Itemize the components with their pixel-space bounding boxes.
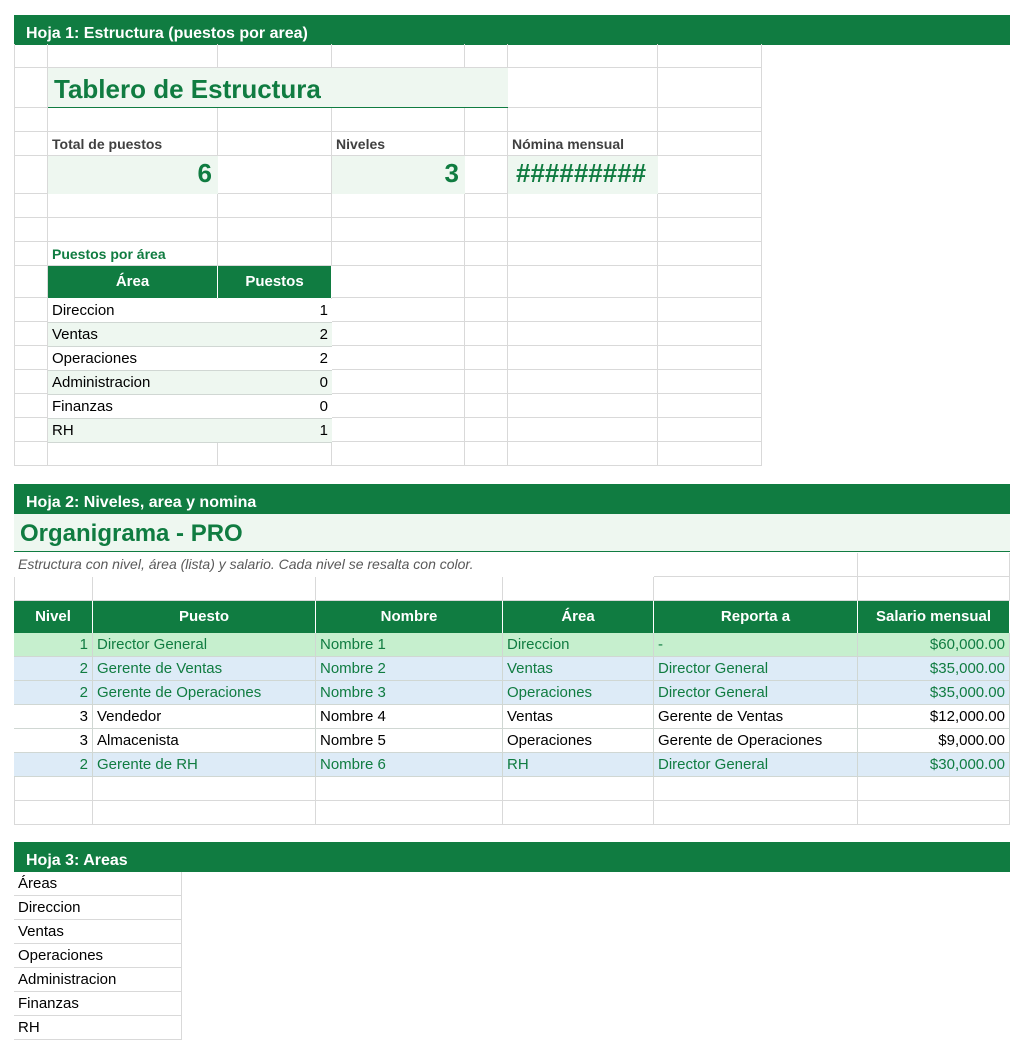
grid-cell[interactable] xyxy=(654,577,858,601)
grid-cell[interactable] xyxy=(14,418,48,442)
grid-cell[interactable] xyxy=(93,801,316,825)
grid-cell[interactable] xyxy=(14,801,93,825)
org-area-cell[interactable]: Ventas xyxy=(503,705,654,729)
grid-cell[interactable] xyxy=(332,442,465,466)
areas-list-item[interactable]: Direccion xyxy=(14,896,182,920)
org-salario-cell[interactable]: $35,000.00 xyxy=(858,681,1010,705)
area-count-cell[interactable]: 0 xyxy=(218,395,332,419)
grid-cell[interactable] xyxy=(658,394,762,418)
area-name-cell[interactable]: Direccion xyxy=(48,299,218,323)
grid-cell[interactable] xyxy=(14,194,48,218)
org-puesto-cell[interactable]: Vendedor xyxy=(93,705,316,729)
grid-cell[interactable] xyxy=(858,801,1010,825)
org-nivel-cell[interactable]: 1 xyxy=(14,633,93,657)
grid-cell[interactable] xyxy=(465,218,508,242)
org-nivel-cell[interactable]: 3 xyxy=(14,705,93,729)
org-puesto-cell[interactable]: Gerente de RH xyxy=(93,753,316,777)
grid-cell[interactable] xyxy=(658,370,762,394)
grid-cell[interactable] xyxy=(858,777,1010,801)
org-puesto-cell[interactable]: Gerente de Operaciones xyxy=(93,681,316,705)
grid-cell[interactable] xyxy=(218,194,332,218)
grid-cell[interactable] xyxy=(332,218,465,242)
grid-cell[interactable] xyxy=(508,68,658,108)
grid-cell[interactable] xyxy=(48,108,218,132)
grid-cell[interactable] xyxy=(14,298,48,322)
org-area-cell[interactable]: Operaciones xyxy=(503,681,654,705)
org-area-cell[interactable]: Direccion xyxy=(503,633,654,657)
grid-cell[interactable] xyxy=(218,156,332,194)
grid-cell[interactable] xyxy=(14,108,48,132)
grid-cell[interactable] xyxy=(332,394,465,418)
grid-cell[interactable] xyxy=(465,298,508,322)
count-col-header[interactable]: Puestos xyxy=(218,266,332,298)
grid-cell[interactable] xyxy=(218,108,332,132)
grid-cell[interactable] xyxy=(14,156,48,194)
org-nombre-cell[interactable]: Nombre 2 xyxy=(316,657,503,681)
grid-cell[interactable] xyxy=(316,801,503,825)
org-area-cell[interactable]: Operaciones xyxy=(503,729,654,753)
area-name-cell[interactable]: Operaciones xyxy=(48,347,218,371)
org-nivel-cell[interactable]: 2 xyxy=(14,753,93,777)
area-col-header[interactable]: Área xyxy=(48,266,218,298)
grid-cell[interactable] xyxy=(508,194,658,218)
grid-cell[interactable] xyxy=(465,132,508,156)
grid-cell[interactable] xyxy=(658,322,762,346)
grid-cell[interactable] xyxy=(654,777,858,801)
org-nombre-cell[interactable]: Nombre 3 xyxy=(316,681,503,705)
grid-cell[interactable] xyxy=(465,418,508,442)
grid-cell[interactable] xyxy=(14,346,48,370)
grid-cell[interactable] xyxy=(465,442,508,466)
grid-cell[interactable] xyxy=(858,577,1010,601)
col-header-puesto[interactable]: Puesto xyxy=(93,601,316,633)
area-count-cell[interactable]: 1 xyxy=(218,419,332,443)
grid-cell[interactable] xyxy=(14,577,93,601)
grid-cell[interactable] xyxy=(14,394,48,418)
org-nombre-cell[interactable]: Nombre 5 xyxy=(316,729,503,753)
sheet3-banner: Hoja 3: Areas xyxy=(14,842,1010,872)
grid-cell[interactable] xyxy=(508,322,658,346)
area-name-cell[interactable]: Finanzas xyxy=(48,395,218,419)
payroll-value[interactable]: ######### xyxy=(508,156,658,194)
col-header-nombre[interactable]: Nombre xyxy=(316,601,503,633)
grid-cell[interactable] xyxy=(332,108,465,132)
grid-cell[interactable] xyxy=(465,108,508,132)
grid-cell[interactable] xyxy=(658,108,762,132)
grid-cell[interactable] xyxy=(14,68,48,108)
grid-cell[interactable] xyxy=(508,298,658,322)
grid-cell[interactable] xyxy=(14,442,48,466)
grid-cell[interactable] xyxy=(316,777,503,801)
grid-cell[interactable] xyxy=(658,68,762,108)
sheet2-banner: Hoja 2: Niveles, area y nomina xyxy=(14,484,1010,514)
org-subtitle: Estructura con nivel, área (lista) y salario. Cada nivel se resalta con color. xyxy=(18,556,474,572)
org-reporta-cell[interactable]: Gerente de Operaciones xyxy=(654,729,858,753)
org-reporta-cell[interactable]: - xyxy=(654,633,858,657)
org-puesto-cell[interactable]: Gerente de Ventas xyxy=(93,657,316,681)
org-salario-cell[interactable]: $9,000.00 xyxy=(858,729,1010,753)
levels-value[interactable]: 3 xyxy=(332,156,465,194)
grid-cell[interactable] xyxy=(658,218,762,242)
grid-cell[interactable] xyxy=(508,346,658,370)
grid-cell[interactable] xyxy=(332,322,465,346)
grid-cell[interactable] xyxy=(332,242,465,266)
grid-cell[interactable] xyxy=(508,108,658,132)
grid-cell[interactable] xyxy=(332,44,465,68)
sheet1-banner: Hoja 1: Estructura (puestos por area) xyxy=(14,15,1010,45)
org-reporta-cell[interactable]: Director General xyxy=(654,753,858,777)
org-nombre-cell[interactable]: Nombre 6 xyxy=(316,753,503,777)
grid-cell[interactable] xyxy=(658,156,762,194)
org-salario-cell[interactable]: $60,000.00 xyxy=(858,633,1010,657)
col-header-nivel[interactable]: Nivel xyxy=(14,601,93,633)
grid-cell[interactable] xyxy=(658,194,762,218)
org-area-cell[interactable]: RH xyxy=(503,753,654,777)
grid-cell[interactable] xyxy=(218,132,332,156)
grid-cell[interactable] xyxy=(508,218,658,242)
area-count-cell[interactable]: 0 xyxy=(218,371,332,395)
grid-cell[interactable] xyxy=(658,44,762,68)
org-nombre-cell[interactable]: Nombre 1 xyxy=(316,633,503,657)
grid-cell[interactable] xyxy=(14,132,48,156)
areas-list-item[interactable]: RH xyxy=(14,1016,182,1040)
grid-cell[interactable] xyxy=(48,442,218,466)
org-area-cell[interactable]: Ventas xyxy=(503,657,654,681)
org-puesto-cell[interactable]: Director General xyxy=(93,633,316,657)
col-header-reporta[interactable]: Reporta a xyxy=(654,601,858,633)
grid-cell[interactable] xyxy=(658,442,762,466)
grid-cell[interactable] xyxy=(14,266,48,298)
org-salario-cell[interactable]: $30,000.00 xyxy=(858,753,1010,777)
grid-cell[interactable] xyxy=(658,346,762,370)
org-nivel-cell[interactable]: 2 xyxy=(14,657,93,681)
grid-cell[interactable] xyxy=(508,266,658,298)
grid-cell[interactable] xyxy=(14,777,93,801)
grid-cell[interactable] xyxy=(332,346,465,370)
areas-list-item[interactable]: Administracion xyxy=(14,968,182,992)
grid-cell[interactable] xyxy=(316,577,503,601)
areas-list-item[interactable]: Operaciones xyxy=(14,944,182,968)
grid-cell[interactable] xyxy=(14,44,48,68)
dashboard-title: Tablero de Estructura xyxy=(48,68,508,108)
grid-cell[interactable] xyxy=(218,44,332,68)
grid-cell[interactable] xyxy=(654,553,858,577)
grid-cell[interactable] xyxy=(658,418,762,442)
area-count-cell[interactable]: 2 xyxy=(218,323,332,347)
grid-cell[interactable] xyxy=(503,777,654,801)
grid-cell[interactable] xyxy=(465,156,508,194)
grid-cell[interactable] xyxy=(465,242,508,266)
org-title: Organigrama - PRO xyxy=(14,514,1010,552)
total-positions-label: Total de puestos xyxy=(52,136,163,152)
grid-cell[interactable] xyxy=(14,370,48,394)
grid-cell[interactable] xyxy=(93,777,316,801)
area-count-cell[interactable]: 1 xyxy=(218,299,332,323)
org-reporta-cell[interactable]: Director General xyxy=(654,681,858,705)
grid-cell[interactable] xyxy=(508,242,658,266)
areas-list-header[interactable]: Áreas xyxy=(14,872,182,896)
org-nombre-cell[interactable]: Nombre 4 xyxy=(316,705,503,729)
grid-cell[interactable] xyxy=(14,218,48,242)
grid-cell[interactable] xyxy=(858,553,1010,577)
grid-cell[interactable] xyxy=(465,194,508,218)
grid-cell[interactable] xyxy=(508,44,658,68)
area-count-cell[interactable]: 2 xyxy=(218,347,332,371)
grid-cell[interactable] xyxy=(48,218,218,242)
col-header-area[interactable]: Área xyxy=(503,601,654,633)
area-name-cell[interactable]: RH xyxy=(48,419,218,443)
org-nivel-cell[interactable]: 2 xyxy=(14,681,93,705)
grid-cell[interactable] xyxy=(658,266,762,298)
payroll-label: Nómina mensual xyxy=(512,136,625,152)
grid-cell[interactable] xyxy=(14,322,48,346)
grid-cell[interactable] xyxy=(658,242,762,266)
grid-cell[interactable] xyxy=(93,577,316,601)
grid-cell[interactable] xyxy=(332,266,465,298)
total-positions-value[interactable]: 6 xyxy=(48,156,218,194)
grid-cell[interactable] xyxy=(465,394,508,418)
grid-cell[interactable] xyxy=(508,418,658,442)
grid-cell[interactable] xyxy=(508,442,658,466)
grid-cell[interactable] xyxy=(332,194,465,218)
grid-cell[interactable] xyxy=(503,577,654,601)
areas-list-item[interactable]: Finanzas xyxy=(14,992,182,1016)
grid-cell[interactable] xyxy=(465,322,508,346)
grid-cell[interactable] xyxy=(465,44,508,68)
grid-cell[interactable] xyxy=(658,298,762,322)
org-reporta-cell[interactable]: Gerente de Ventas xyxy=(654,705,858,729)
grid-cell[interactable] xyxy=(465,370,508,394)
grid-cell[interactable] xyxy=(658,132,762,156)
grid-cell[interactable] xyxy=(218,442,332,466)
grid-cell[interactable] xyxy=(14,242,48,266)
grid-cell[interactable] xyxy=(465,266,508,298)
areas-list-item[interactable]: Ventas xyxy=(14,920,182,944)
grid-cell[interactable] xyxy=(218,218,332,242)
area-name-cell[interactable]: Ventas xyxy=(48,323,218,347)
grid-cell[interactable] xyxy=(465,346,508,370)
org-nivel-cell[interactable]: 3 xyxy=(14,729,93,753)
area-name-cell[interactable]: Administracion xyxy=(48,371,218,395)
grid-cell[interactable] xyxy=(508,394,658,418)
grid-cell[interactable] xyxy=(654,801,858,825)
grid-cell[interactable] xyxy=(332,370,465,394)
org-salario-cell[interactable]: $35,000.00 xyxy=(858,657,1010,681)
org-reporta-cell[interactable]: Director General xyxy=(654,657,858,681)
org-salario-cell[interactable]: $12,000.00 xyxy=(858,705,1010,729)
area-section-title: Puestos por área xyxy=(52,246,166,262)
col-header-salario[interactable]: Salario mensual xyxy=(858,601,1010,633)
grid-cell[interactable] xyxy=(332,298,465,322)
grid-cell[interactable] xyxy=(503,801,654,825)
org-puesto-cell[interactable]: Almacenista xyxy=(93,729,316,753)
grid-cell[interactable] xyxy=(332,418,465,442)
grid-cell[interactable] xyxy=(508,370,658,394)
grid-cell[interactable] xyxy=(48,194,218,218)
grid-cell[interactable] xyxy=(48,44,218,68)
levels-label: Niveles xyxy=(336,136,386,152)
